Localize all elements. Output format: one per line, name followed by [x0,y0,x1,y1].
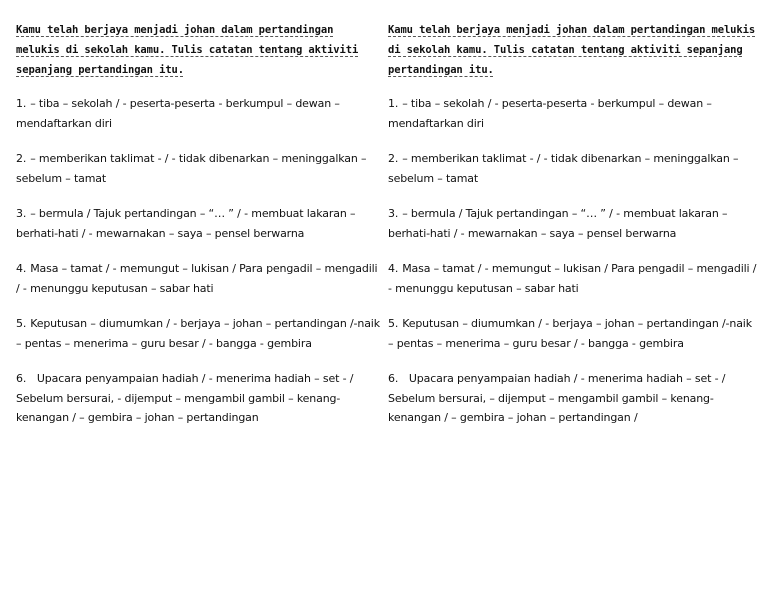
item-text: – tiba – sekolah / - peserta-peserta - berkumpul – dewan – mendaftarkan diri [16,97,340,130]
item-number: 2. [16,152,27,165]
item-number: 1. [16,97,27,110]
list-item [388,314,760,353]
item-number: 5. [388,317,399,330]
item-text: Keputusan – diumumkan / - berjaya – johan – pertandingan /-naik – pentas – menerima – guru besar / - bangga - gembira [16,317,380,350]
outline-list [388,94,760,428]
item-number: 5. [16,317,27,330]
item-number: 1. [388,97,399,110]
item-text: Masa – tamat / - memungut – lukisan / Para pengadil – mengadili / - menunggu keputusan – sabar hati [388,262,757,295]
item-text: – bermula / Tajuk pertandingan – “… ” / - membuat lakaran – berhati-hati / - mewarnakan – saya – pensel berwarna [16,207,356,240]
item-text: – memberikan taklimat - / - tidak dibenarkan – meninggalkan – sebelum – tamat [16,152,367,185]
list-item [16,149,382,188]
list-item [16,314,382,353]
list-item [388,259,760,298]
list-item [16,369,382,428]
item-text: – bermula / Tajuk pertandingan – “… ” / - membuat lakaran – berhati-hati / - mewarnakan – saya – pensel berwarna [388,207,728,240]
question-title: Kamu telah berjaya menjadi johan dalam pertandingan melukis di sekolah kamu. Tulis catatan tentang aktiviti sepanjang pertandingan itu. [16,24,359,76]
item-number: 4. [388,262,399,275]
list-item [16,204,382,243]
item-number: 6. [388,372,399,385]
right-column [388,20,760,444]
list-item [16,94,382,133]
question-title: Kamu telah berjaya menjadi johan dalam pertandingan melukis di sekolah kamu. Tulis catatan tentang aktiviti sepanjang pertandingan itu. [388,24,756,76]
list-item [388,369,760,428]
item-text: Masa – tamat / - memungut – lukisan / Para pengadil – mengadili / - menunggu keputusan – sabar hati [16,262,378,295]
outline-list [16,94,382,428]
item-number: 4. [16,262,27,275]
list-item [388,94,760,133]
item-text: Upacara penyampaian hadiah / - menerima hadiah – set - / Sebelum bersurai, – dijemput – mengambil gambil – kenang-kenangan / – gembira – johan – pertandingan / [388,372,729,424]
item-text: Upacara penyampaian hadiah / - menerima hadiah – set - / Sebelum bersurai, - dijemput – mengambil gambil – kenang-kenangan / – gembira – johan – pertandingan [16,372,357,424]
list-item [16,259,382,298]
item-text: – memberikan taklimat - / - tidak dibenarkan – meninggalkan – sebelum – tamat [388,152,739,185]
item-number: 3. [16,207,27,220]
list-item [388,149,760,188]
item-text: – tiba – sekolah / - peserta-peserta - berkumpul – dewan – mendaftarkan diri [388,97,712,130]
item-text: Keputusan – diumumkan / - berjaya – johan – pertandingan /-naik – pentas – menerima – guru besar / - bangga - gembira [388,317,752,350]
item-number: 6. [16,372,27,385]
item-number: 2. [388,152,399,165]
item-number: 3. [388,207,399,220]
left-column [16,20,382,444]
list-item [388,204,760,243]
